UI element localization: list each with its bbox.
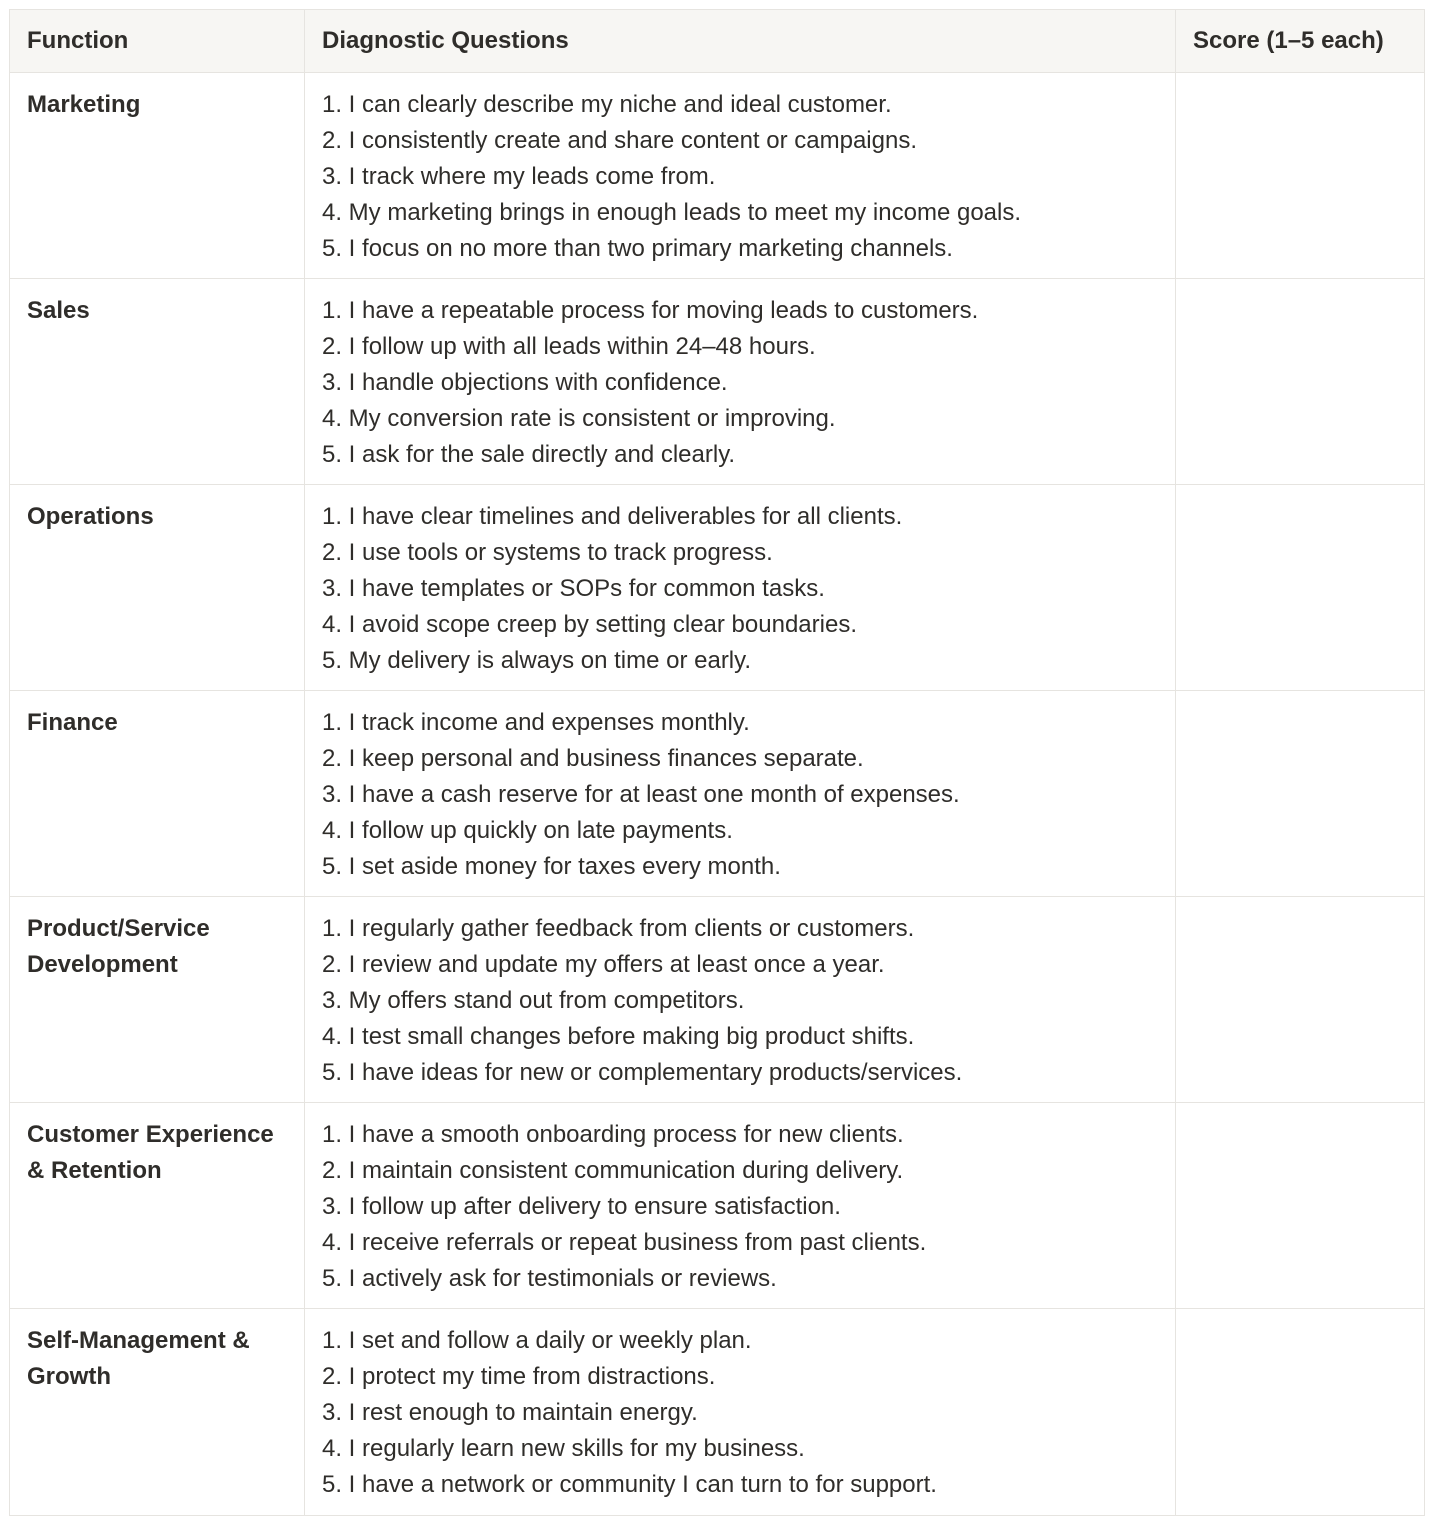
question-item: 2. I consistently create and share content or campaigns.: [322, 127, 917, 154]
question-item: 5. I ask for the sale directly and clearly.: [322, 441, 736, 468]
questions-cell: [305, 691, 1176, 897]
function-cell: Finance: [10, 691, 305, 897]
question-item: 3. I track where my leads come from.: [322, 163, 716, 190]
question-item: 4. I avoid scope creep by setting clear boundaries.: [322, 611, 857, 638]
question-item: 5. I have ideas for new or complementary products/services.: [322, 1059, 963, 1086]
header-score: Score (1–5 each): [1176, 10, 1425, 73]
questions-cell: [305, 897, 1176, 1103]
table-row: [10, 1103, 1425, 1309]
table-row: [10, 279, 1425, 485]
question-item: 2. I protect my time from distractions.: [322, 1363, 716, 1390]
header-function: Function: [10, 10, 305, 73]
question-item: 5. I focus on no more than two primary marketing channels.: [322, 235, 953, 262]
question-item: 5. I have a network or community I can turn to for support.: [322, 1471, 937, 1498]
question-item: 2. I maintain consistent communication during delivery.: [322, 1157, 904, 1184]
question-item: 3. I rest enough to maintain energy.: [322, 1399, 698, 1426]
question-item: 3. I follow up after delivery to ensure satisfaction.: [322, 1193, 841, 1220]
question-item: 5. I actively ask for testimonials or reviews.: [322, 1265, 777, 1292]
header-diagnostic-questions: Diagnostic Questions: [305, 10, 1176, 73]
table-row: [10, 1309, 1425, 1516]
score-cell[interactable]: [1176, 279, 1425, 485]
question-item: 3. I handle objections with confidence.: [322, 369, 728, 396]
question-item: 4. My marketing brings in enough leads to meet my income goals.: [322, 199, 1022, 226]
question-item: 3. I have templates or SOPs for common tasks.: [322, 575, 825, 602]
question-item: 3. My offers stand out from competitors.: [322, 987, 745, 1014]
question-item: 5. I set aside money for taxes every month.: [322, 853, 781, 880]
function-cell: Sales: [10, 279, 305, 485]
diagnostic-table-container: [9, 9, 1424, 1516]
question-item: 4. I regularly learn new skills for my business.: [322, 1435, 805, 1462]
question-item: 2. I use tools or systems to track progress.: [322, 539, 773, 566]
score-cell[interactable]: [1176, 1103, 1425, 1309]
score-cell[interactable]: [1176, 897, 1425, 1103]
question-item: 1. I regularly gather feedback from clients or customers.: [322, 915, 915, 942]
question-item: 1. I track income and expenses monthly.: [322, 709, 750, 736]
table-row: [10, 73, 1425, 279]
question-item: 4. I follow up quickly on late payments.: [322, 817, 733, 844]
question-item: 1. I set and follow a daily or weekly plan.: [322, 1327, 752, 1354]
function-cell: Product/Service Development: [10, 897, 305, 1103]
function-cell: Self-Management & Growth: [10, 1309, 305, 1516]
function-cell: Marketing: [10, 73, 305, 279]
table-row: [10, 485, 1425, 691]
function-cell: Operations: [10, 485, 305, 691]
score-cell[interactable]: [1176, 73, 1425, 279]
question-item: 5. My delivery is always on time or early.: [322, 647, 752, 674]
score-cell[interactable]: [1176, 485, 1425, 691]
table-row: [10, 897, 1425, 1103]
questions-cell: [305, 485, 1176, 691]
question-item: 1. I have clear timelines and deliverables for all clients.: [322, 503, 903, 530]
question-item: 2. I keep personal and business finances separate.: [322, 745, 864, 772]
question-item: 1. I can clearly describe my niche and ideal customer.: [322, 91, 892, 118]
question-item: 3. I have a cash reserve for at least one month of expenses.: [322, 781, 960, 808]
question-item: 1. I have a repeatable process for moving leads to customers.: [322, 297, 979, 324]
diagnostic-table: [9, 9, 1425, 1516]
question-item: 4. I test small changes before making big product shifts.: [322, 1023, 915, 1050]
questions-cell: [305, 279, 1176, 485]
score-cell[interactable]: [1176, 691, 1425, 897]
table-row: [10, 691, 1425, 897]
question-item: 4. My conversion rate is consistent or improving.: [322, 405, 836, 432]
question-item: 2. I follow up with all leads within 24–48 hours.: [322, 333, 816, 360]
question-item: 4. I receive referrals or repeat business from past clients.: [322, 1229, 927, 1256]
question-item: 1. I have a smooth onboarding process for new clients.: [322, 1121, 904, 1148]
function-cell: Customer Experience & Retention: [10, 1103, 305, 1309]
score-cell[interactable]: [1176, 1309, 1425, 1516]
table-header-row: [10, 10, 1425, 73]
question-item: 2. I review and update my offers at least once a year.: [322, 951, 885, 978]
questions-cell: [305, 73, 1176, 279]
questions-cell: [305, 1103, 1176, 1309]
questions-cell: [305, 1309, 1176, 1516]
